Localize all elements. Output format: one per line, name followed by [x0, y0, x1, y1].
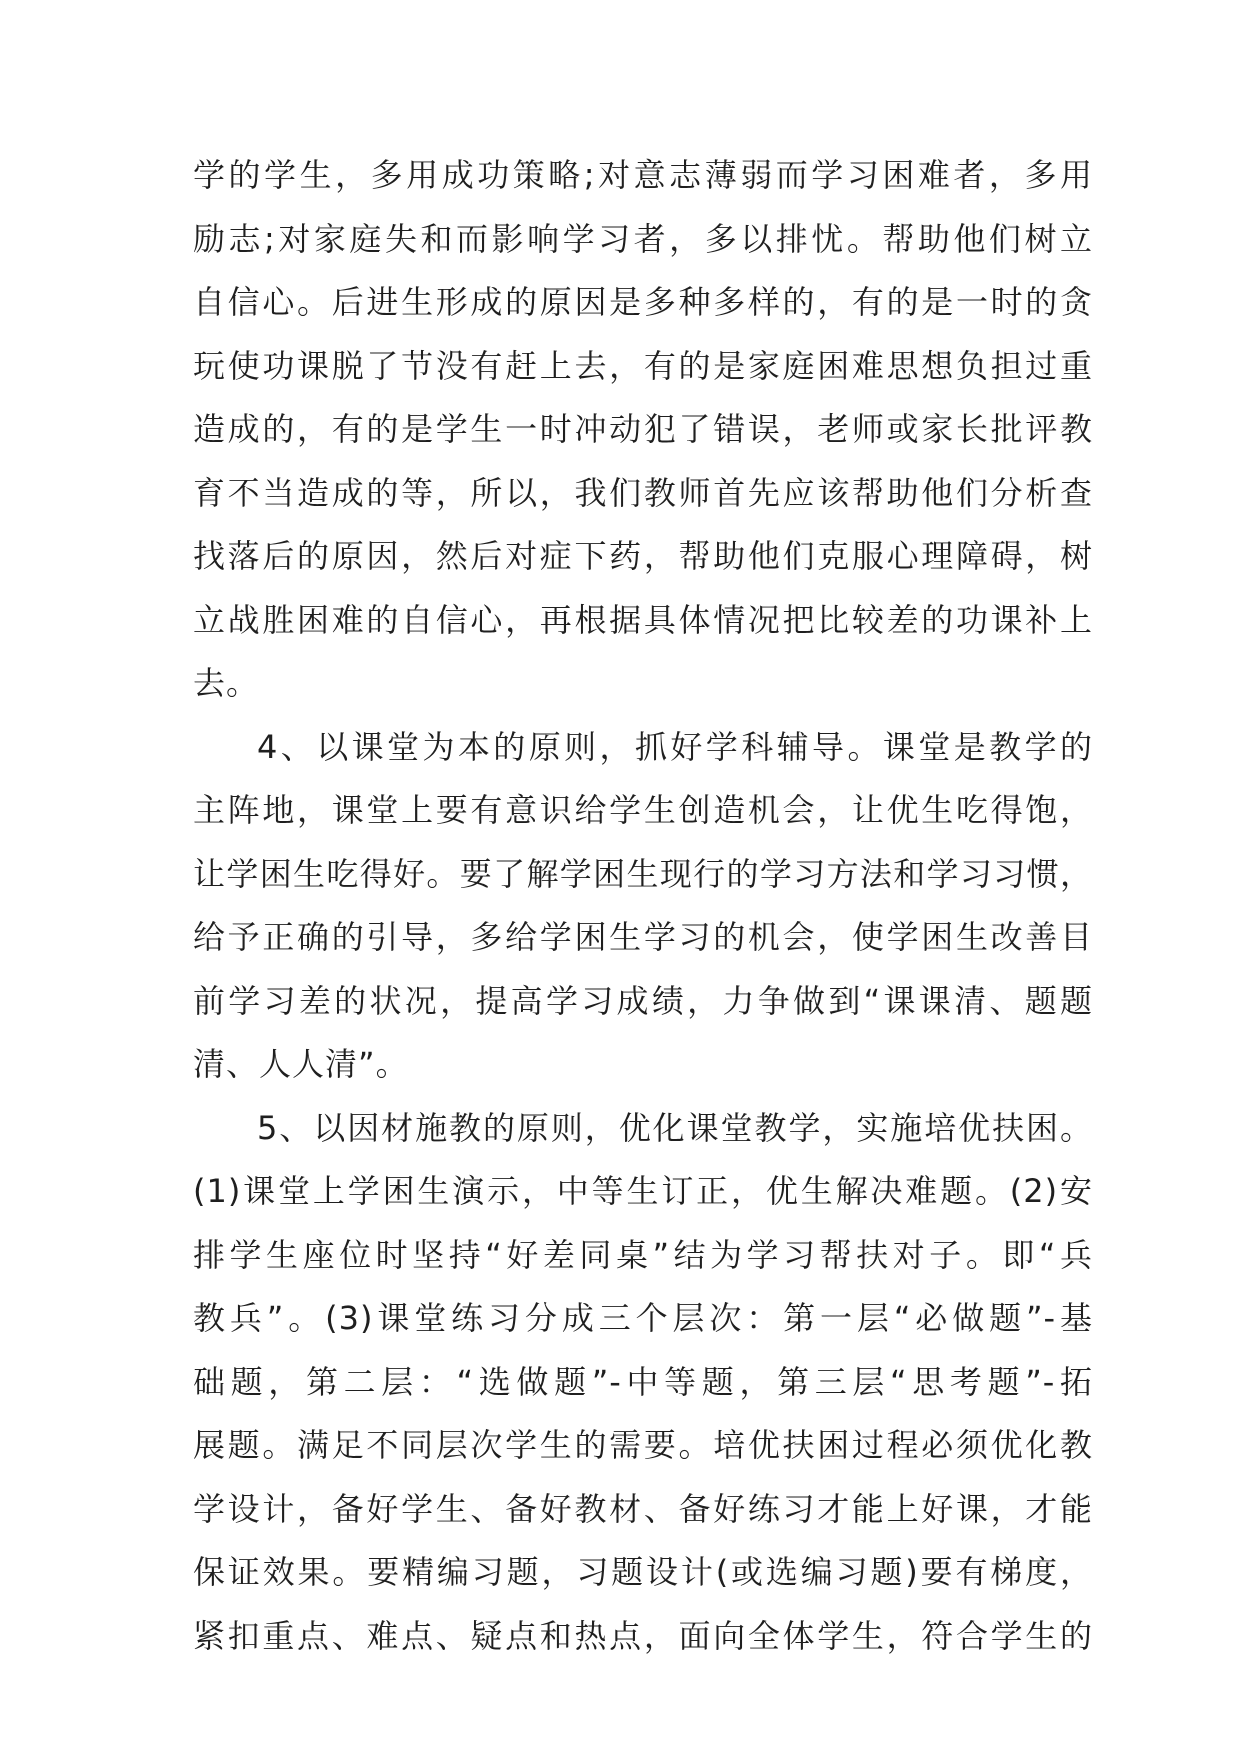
text-line: 育不当造成的等，所以，我们教师首先应该帮助他们分析查	[193, 473, 1093, 512]
text-line: 紧扣重点、难点、疑点和热点，面向全体学生，符合学生的	[193, 1616, 1093, 1655]
text-line: 给予正确的引导，多给学困生学习的机会，使学困生改善目	[193, 918, 1093, 956]
text-line: 玩使功课脱了节没有赶上去，有的是家庭困难思想负担过重	[193, 346, 1093, 385]
text-line: 5、以因材施教的原则，优化课堂教学，实施培优扶困。	[257, 1108, 1093, 1147]
body-text	[193, 144, 1093, 1668]
text-line: 找落后的原因，然后对症下药，帮助他们克服心理障碍，树	[193, 537, 1093, 575]
text-line: 教兵”。(3)课堂练习分成三个层次：第一层“必做题”-基	[193, 1299, 1093, 1337]
text-line: 4、以课堂为本的原则，抓好学科辅导。课堂是教学的	[257, 727, 1093, 766]
text-line: 前学习差的状况，提高学习成绩，力争做到“课课清、题题	[193, 981, 1093, 1020]
text-line: (1)课堂上学困生演示，中等生订正，优生解决难题。(2)安	[193, 1172, 1093, 1210]
text-line: 励志;对家庭失和而影响学习者，多以排忧。帮助他们树立	[193, 219, 1093, 258]
text-line: 主阵地，课堂上要有意识给学生创造机会，让优生吃得饱，	[193, 791, 1093, 829]
text-line: 造成的，有的是学生一时冲动犯了错误，老师或家长批评教	[193, 410, 1093, 448]
text-line: 让学困生吃得好。要了解学困生现行的学习方法和学习习惯，	[193, 854, 1093, 893]
text-line: 自信心。后进生形成的原因是多种多样的，有的是一时的贪	[193, 283, 1093, 321]
text-line: 立战胜困难的自信心，再根据具体情况把比较差的功课补上	[193, 600, 1093, 639]
text-line: 排学生座位时坚持“好差同桌”结为学习帮扶对子。即“兵	[193, 1235, 1093, 1274]
text-line: 学设计，备好学生、备好教材、备好练习才能上好课，才能	[193, 1489, 1093, 1528]
text-line: 学的学生，多用成功策略;对意志薄弱而学习困难者，多用	[193, 156, 1093, 194]
text-line: 清、人人清”。	[193, 1045, 409, 1083]
text-line: 展题。满足不同层次学生的需要。培优扶困过程必须优化教	[193, 1426, 1093, 1464]
text-line: 础题，第二层：“选做题”-中等题，第三层“思考题”-拓	[193, 1362, 1093, 1401]
text-line: 去。	[193, 664, 260, 702]
text-line: 保证效果。要精编习题，习题设计(或选编习题)要有梯度，	[193, 1553, 1093, 1591]
